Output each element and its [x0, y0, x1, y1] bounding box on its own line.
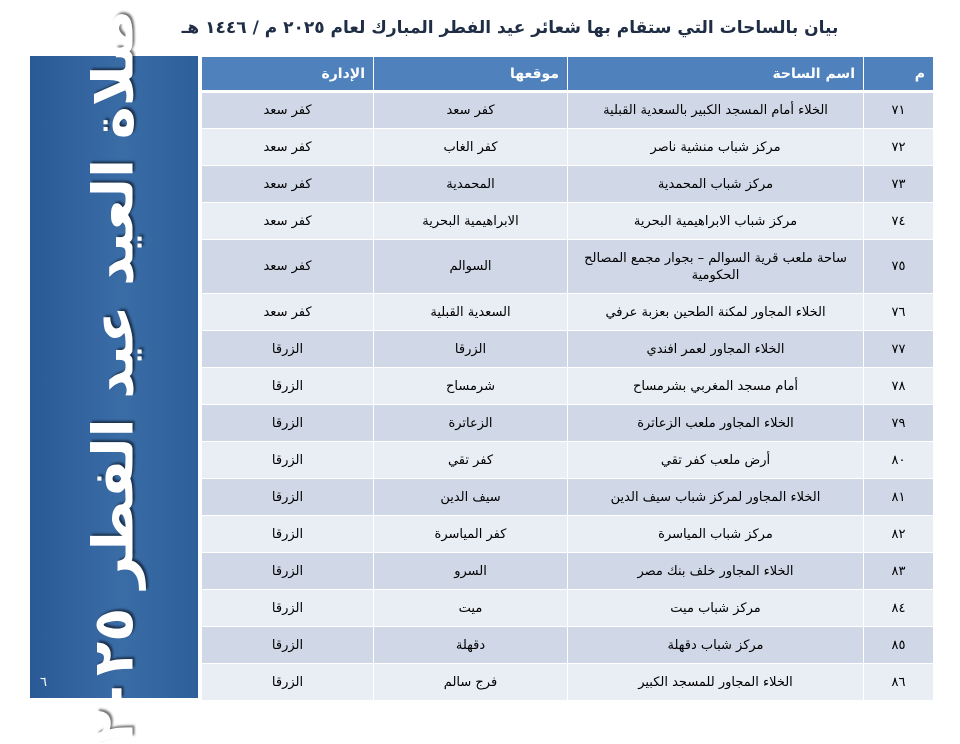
cell-num: ٨٦	[864, 664, 934, 701]
cell-admin: كفر سعد	[202, 92, 374, 129]
cell-admin: كفر سعد	[202, 240, 374, 294]
cell-admin: الزرقا	[202, 627, 374, 664]
cell-location: دقهلة	[374, 627, 568, 664]
table-row	[202, 129, 934, 166]
cell-name: الخلاء المجاور لعمر افندي	[568, 331, 864, 368]
cell-admin: الزرقا	[202, 442, 374, 479]
cell-location: السوالم	[374, 240, 568, 294]
squares-table	[201, 56, 934, 701]
cell-num: ٨٥	[864, 627, 934, 664]
cell-name: الخلاء المجاور لمركز شباب سيف الدين	[568, 479, 864, 516]
table-row	[202, 405, 934, 442]
table-row	[202, 553, 934, 590]
cell-location: السرو	[374, 553, 568, 590]
cell-num: ٨٣	[864, 553, 934, 590]
cell-name: مركز شباب منشية ناصر	[568, 129, 864, 166]
cell-name: ساحة ملعب قرية السوالم – بجوار مجمع المصالح الحكومية	[568, 240, 864, 294]
cell-admin: الزرقا	[202, 590, 374, 627]
cell-location: فرج سالم	[374, 664, 568, 701]
cell-num: ٨٤	[864, 590, 934, 627]
cell-admin: كفر سعد	[202, 166, 374, 203]
cell-name: الخلاء المجاور لمكنة الطحين بعزبة عرفي	[568, 294, 864, 331]
cell-num: ٧٥	[864, 240, 934, 294]
header-name: اسم الساحة	[568, 57, 864, 92]
cell-location: شرمساح	[374, 368, 568, 405]
table-row	[202, 203, 934, 240]
cell-name: مركز شباب الابراهيمية البحرية	[568, 203, 864, 240]
cell-location: سيف الدين	[374, 479, 568, 516]
side-panel	[30, 9, 198, 744]
cell-location: الزعاترة	[374, 405, 568, 442]
cell-location: كفر تقي	[374, 442, 568, 479]
cell-name: الخلاء المجاور ملعب الزعاترة	[568, 405, 864, 442]
cell-name: أمام مسجد المغربي بشرمساح	[568, 368, 864, 405]
cell-location: كفر سعد	[374, 92, 568, 129]
cell-admin: الزرقا	[202, 405, 374, 442]
cell-admin: كفر سعد	[202, 129, 374, 166]
cell-num: ٧٩	[864, 405, 934, 442]
table-row	[202, 240, 934, 294]
cell-name: الخلاء المجاور للمسجد الكبير	[568, 664, 864, 701]
cell-location: كفر الغاب	[374, 129, 568, 166]
header-location: موقعها	[374, 57, 568, 92]
cell-location: الزرقا	[374, 331, 568, 368]
table-row	[202, 516, 934, 553]
cell-num: ٧٤	[864, 203, 934, 240]
table-row	[202, 368, 934, 405]
cell-admin: الزرقا	[202, 664, 374, 701]
cell-name: مركز شباب المياسرة	[568, 516, 864, 553]
table-header-row	[202, 57, 934, 92]
header-num: م	[864, 57, 934, 92]
cell-num: ٨٢	[864, 516, 934, 553]
table-row	[202, 331, 934, 368]
cell-location: المحمدية	[374, 166, 568, 203]
cell-num: ٨٠	[864, 442, 934, 479]
cell-admin: كفر سعد	[202, 203, 374, 240]
cell-num: ٧٣	[864, 166, 934, 203]
table-row	[202, 627, 934, 664]
cell-name: الخلاء أمام المسجد الكبير بالسعدية القبلية	[568, 92, 864, 129]
table-row	[202, 442, 934, 479]
cell-name: مركز شباب دقهلة	[568, 627, 864, 664]
cell-name: أرض ملعب كفر تقي	[568, 442, 864, 479]
cell-num: ٨١	[864, 479, 934, 516]
page-title: بيان بالساحات التي ستقام بها شعائر عيد الفطر المبارك لعام ٢٠٢٥ م / ١٤٤٦ هـ	[181, 18, 839, 38]
header-admin: الإدارة	[202, 57, 374, 92]
cell-location: السعدية القبلية	[374, 294, 568, 331]
table-row	[202, 664, 934, 701]
cell-location: كفر المياسرة	[374, 516, 568, 553]
cell-admin: الزرقا	[202, 479, 374, 516]
page-number: ٦	[40, 675, 47, 690]
cell-location: الابراهيمية البحرية	[374, 203, 568, 240]
cell-admin: الزرقا	[202, 516, 374, 553]
cell-admin: الزرقا	[202, 368, 374, 405]
cell-admin: الزرقا	[202, 331, 374, 368]
table-body	[202, 92, 934, 701]
table-row	[202, 479, 934, 516]
cell-admin: كفر سعد	[202, 294, 374, 331]
table-row	[202, 590, 934, 627]
cell-admin: الزرقا	[202, 553, 374, 590]
table-row	[202, 294, 934, 331]
table-row	[202, 92, 934, 129]
cell-name: مركز شباب ميت	[568, 590, 864, 627]
cell-name: مركز شباب المحمدية	[568, 166, 864, 203]
cell-location: ميت	[374, 590, 568, 627]
side-title: صلاة العيد عيد الفطر ٢٠٢٥	[81, 9, 147, 744]
cell-num: ٧١	[864, 92, 934, 129]
cell-name: الخلاء المجاور خلف بنك مصر	[568, 553, 864, 590]
table-row	[202, 166, 934, 203]
cell-num: ٧٨	[864, 368, 934, 405]
cell-num: ٧٧	[864, 331, 934, 368]
cell-num: ٧٢	[864, 129, 934, 166]
cell-num: ٧٦	[864, 294, 934, 331]
